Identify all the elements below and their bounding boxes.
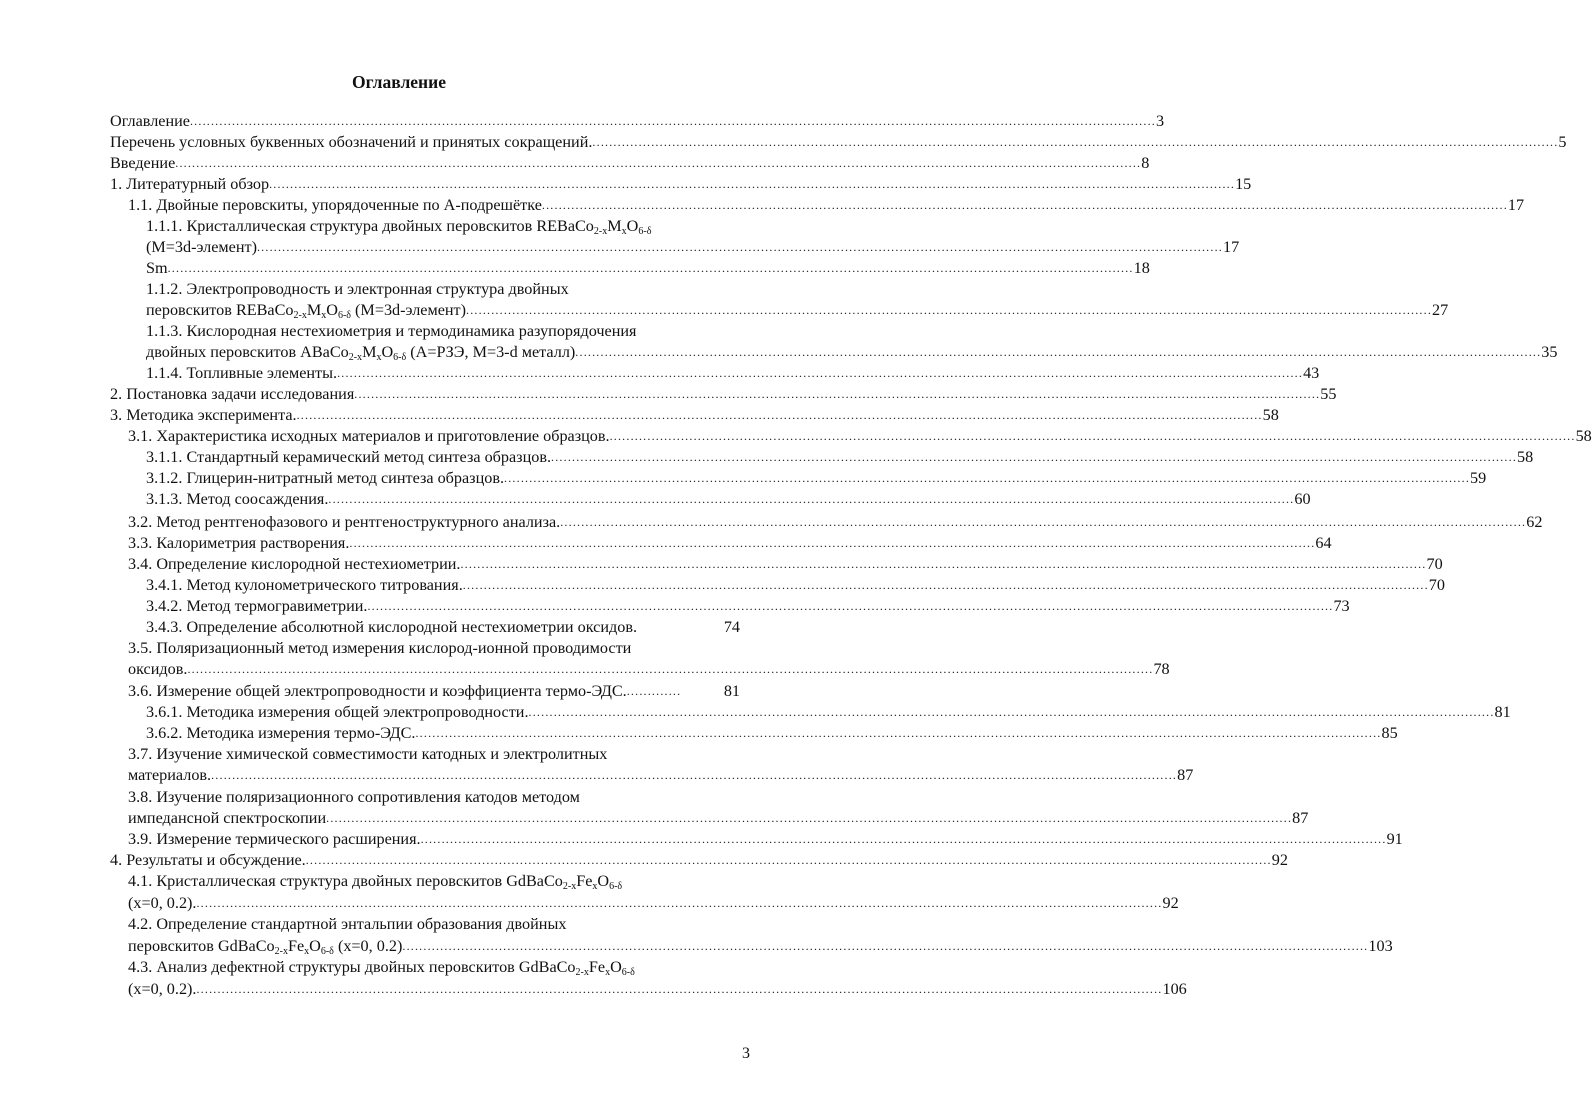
toc-leader: ...................................................................................................................................................................................................................................... [269,177,1236,191]
toc-entry[interactable] [128,829,1403,850]
toc-entry-label: 3.1. Характеристика исходных материалов и приготовление образцов. [128,427,610,445]
toc-entry-page: 18 [1133,259,1150,277]
toc-entry-label: 3.3. Калориметрия растворения. [128,534,350,552]
toc-entry-line1: 4.2. Определение стандартной энтальпии образования двойных [128,915,567,933]
toc-entry-label: оксидов. [128,660,188,678]
toc-entry[interactable] [110,153,1150,174]
toc-entry-label: 3.4.3. Определение абсолютной кислородной нестехиометрии оксидов. [146,618,638,636]
toc-entry-label: Перечень условных буквенных обозначений и принятых сокращений. [110,133,593,151]
toc-entry-page: 62 [1526,513,1543,531]
toc-leader: ...................................................................................................................................................................................................................................... [592,135,1559,149]
toc-entry-page: 81 [723,682,740,700]
toc-leader: ...................................................................................................................................................................................................................................... [466,303,1433,317]
toc-leader: ...................................................................................................................................................................................................................................... [354,387,1321,401]
toc-entry-page: 87 [1177,766,1194,784]
toc-leader: ...................................................................................................................................................................................................................................... [187,662,1154,676]
toc-entry[interactable] [146,468,1487,489]
toc-leader: ...................................................................................................................................................................................................................................... [211,768,1178,782]
toc-entry-page: 35 [1541,343,1558,361]
toc-entry-page: 81 [1494,703,1511,721]
toc-entry-label: 3.1.2. Глицерин-нитратный метод синтеза образцов. [146,469,505,487]
toc-leader: ...................................................................................................................................................................................................................................... [460,557,1427,571]
toc-entry-page: 60 [1294,490,1311,508]
toc-entry-label: 2. Постановка задачи исследования [110,385,355,403]
toc-leader: ...................................................................................................................................................................................................................................... [420,832,1387,846]
toc-entry[interactable] [128,681,740,702]
toc-leader: ...................................................................................................................................................................................................................................... [551,450,1518,464]
toc-entry[interactable] [110,111,1165,132]
toc-entry-page: 64 [1315,534,1332,552]
toc-entry-page: 59 [1470,469,1487,487]
toc-leader: ...................................................................................................................................................................................................................................... [296,408,1263,422]
toc-entry-page: 5 [1558,133,1567,151]
toc-entry[interactable] [128,426,1592,447]
toc-entry-page: 106 [1162,980,1187,998]
toc-entry-page: 92 [1162,894,1179,912]
toc-entry[interactable] [128,195,1525,216]
toc-entry-line1: 3.5. Поляризационный метод измерения кислород-ионной проводимости [128,639,632,657]
toc-entry[interactable] [110,174,1252,195]
toc-entry-label: 3. Методика эксперимента. [110,406,297,424]
toc-leader: ...................................................................................................................................................................................................................................... [415,726,1382,740]
toc-entry-page: 92 [1271,851,1288,869]
toc-entry-line1: 3.7. Изучение химической совместимости катодных и электролитных [128,745,608,763]
toc-entry[interactable] [128,765,1194,786]
toc-entry[interactable] [128,936,1393,957]
toc-leader: ............. [626,684,682,698]
toc-leader: ...................................................................................................................................................................................................................................... [328,492,1295,506]
toc-entry[interactable] [146,363,1320,384]
toc-entry[interactable] [146,723,1398,744]
toc-entry-label: 1. Литературный обзор [110,175,270,193]
toc-entry-line1: 4.3. Анализ дефектной структуры двойных перовскитов $GdBaCo_{2-x}Fe_xO_{6-\delta}$ [128,958,635,978]
toc-entry-label: 1.1.4. Топливные элементы. [146,364,338,382]
toc-entry-label: Оглавление [110,112,190,130]
toc-entry-label: 3.1.1. Стандартный керамический метод синтеза образцов. [146,448,552,466]
toc-entry[interactable] [128,808,1309,829]
toc-entry[interactable] [128,512,1543,533]
toc-entry-page: 27 [1432,301,1449,319]
toc-leader: ...................................................................................................................................................................................................................................... [541,198,1508,212]
toc-leader: ...................................................................................................................................................................................................................................... [402,939,1369,953]
toc-entry-page: 87 [1292,809,1309,827]
toc-entry-page: 78 [1153,660,1170,678]
toc-entry-label: (M=3d-элемент) [146,238,257,256]
toc-entry-label: (x=0, 0.2). [128,894,197,912]
toc-entry-page: 103 [1368,937,1393,955]
toc-entry[interactable] [128,533,1332,554]
toc-leader: ...................................................................................................................................................................................................................................... [326,811,1293,825]
toc-entry-label: 3.4. Определение кислородной нестехиометрии. [128,555,461,573]
toc-entry-page: 15 [1235,175,1252,193]
page-number: 3 [742,1045,750,1062]
toc-entry-page: 17 [1222,238,1240,256]
toc-entry-page: 58 [1575,427,1592,445]
toc-entry-label: 3.6.2. Методика измерения термо-ЭДС. [146,724,416,742]
toc-entry-page: 43 [1303,364,1320,382]
toc-leader: ...................................................................................................................................................................................................................................... [175,156,1142,170]
toc-entry[interactable] [110,384,1337,405]
toc-entry-line1: 3.8. Изучение поляризационного сопротивления катодов методом [128,788,580,806]
toc-entry-page: 70 [1426,555,1443,573]
toc-entry-line1: 1.1.2. Электропроводность и электронная структура двойных [146,280,569,298]
toc-entry-page: 91 [1386,830,1403,848]
toc-entry-page: 55 [1320,385,1337,403]
toc-entry[interactable] [110,132,1567,153]
toc-entry-label: 3.6.1. Методика измерения общей электропроводности. [146,703,529,721]
toc-entry-page: 17 [1507,196,1525,214]
toc-entry-page: 58 [1262,406,1279,424]
toc-entry-label: материалов. [128,766,212,784]
toc-entry-label: (x=0, 0.2). [128,980,197,998]
toc-entry-label: перовскитов $REBaCo_{2-x}M_xO_{6-\delta}$ (M=3d-элемент) [146,301,467,321]
toc-leader: ...................................................................................................................................................................................................................................... [196,896,1163,910]
toc-entry-label: 4. Результаты и обсуждение. [110,851,306,869]
toc-entry[interactable] [146,596,1350,617]
toc-entry[interactable] [146,702,1511,723]
toc-leader: ...................................................................................................................................................................................................................................... [504,471,1471,485]
toc-entry[interactable] [110,405,1279,426]
toc-entry-label: Sm [146,259,168,277]
toc-leader: ...................................................................................................................................................................................................................................... [609,429,1576,443]
toc-entry[interactable] [146,447,1534,468]
toc-leader: ...................................................................................................................................................................................................................................... [189,114,1156,128]
toc-leader: ...................................................................................................................................................................................................................................... [367,599,1334,613]
toc-entry-label: 3.1.3. Метод соосаждения. [146,490,329,508]
toc-entry-page: 73 [1333,597,1350,615]
toc-entry-label: 3.9. Измерение термического расширения. [128,830,421,848]
toc-entry-line1: 1.1.1. Кристаллическая структура двойных перовскитов $REBaCo_{2-x}M_xO_{6-\delta}$ [146,217,652,237]
toc-entry-label: 1.1. Двойные перовскиты, упорядоченные по А-подрешётке [128,196,542,214]
toc-entry[interactable] [146,258,1150,279]
toc-entry[interactable] [146,617,740,638]
toc-leader: ...................................................................................................................................................................................................................................... [575,345,1542,359]
toc-entry-line1: 1.1.3. Кислородная нестехиометрия и термодинамика разупорядочения [146,322,637,340]
toc-leader: ...................................................................................................................................................................................................................................... [256,240,1223,254]
toc-entry[interactable] [128,659,1170,680]
toc-entry-page: 8 [1141,154,1150,172]
toc-entry[interactable] [110,850,1288,871]
toc-entry-label: 3.4.1. Метод кулонометрического титрования. [146,576,463,594]
toc-entry-label: импедансной спектроскопии [128,809,327,827]
toc-entry[interactable] [146,342,1558,363]
toc-entry-line1: 4.1. Кристаллическая структура двойных перовскитов $GdBaCo_{2-x}Fe_xO_{6-\delta}$ [128,872,623,892]
toc-leader: ...................................................................................................................................................................................................................................... [462,578,1429,592]
toc-entry-page: 85 [1381,724,1398,742]
toc-heading: Оглавление [352,72,446,92]
toc-entry-label: 3.4.2. Метод термогравиметрии. [146,597,368,615]
toc-entry[interactable] [146,300,1449,321]
toc-entry-label: двойных перовскитов $ABaCo_{2-x}M_xO_{6-\delta}$ (A=РЗЭ, M=3-d металл) [146,343,576,363]
toc-entry-label: Введение [110,154,176,172]
toc-leader: ...................................................................................................................................................................................................................................... [349,536,1316,550]
toc-entry-page: 3 [1155,112,1165,130]
toc-entry[interactable] [128,979,1187,1000]
toc-leader: ...................................................................................................................................................................................................................................... [305,853,1272,867]
toc-entry-label: 3.2. Метод рентгенофазового и рентгеноструктурного анализа. [128,513,561,531]
toc-leader: ...................................................................................................................................................................................................................................... [337,366,1304,380]
toc-entry-label: перовскитов $GdBaCo_{2-x}Fe_xO_{6-\delta}$ (x=0, 0.2) [128,937,403,957]
toc-leader: ...................................................................................................................................................................................................................................... [560,515,1527,529]
toc-entry[interactable] [146,575,1445,596]
toc-entry[interactable] [146,489,1311,510]
toc-leader: ...................................................................................................................................................................................................................................... [167,261,1134,275]
toc-leader: ...................................................................................................................................................................................................................................... [196,982,1163,996]
toc-leader: ...................................................................................................................................................................................................................................... [528,705,1495,719]
toc-entry[interactable] [128,554,1443,575]
toc-entry-page: 74 [723,618,740,636]
toc-entry[interactable] [128,893,1179,914]
toc-entry-label: 3.6. Измерение общей электропроводности и коэффициента термо-ЭДС. [128,682,627,700]
toc-entry-page: 58 [1517,448,1534,466]
toc-entry[interactable] [146,237,1240,258]
toc-entry-page: 70 [1428,576,1445,594]
